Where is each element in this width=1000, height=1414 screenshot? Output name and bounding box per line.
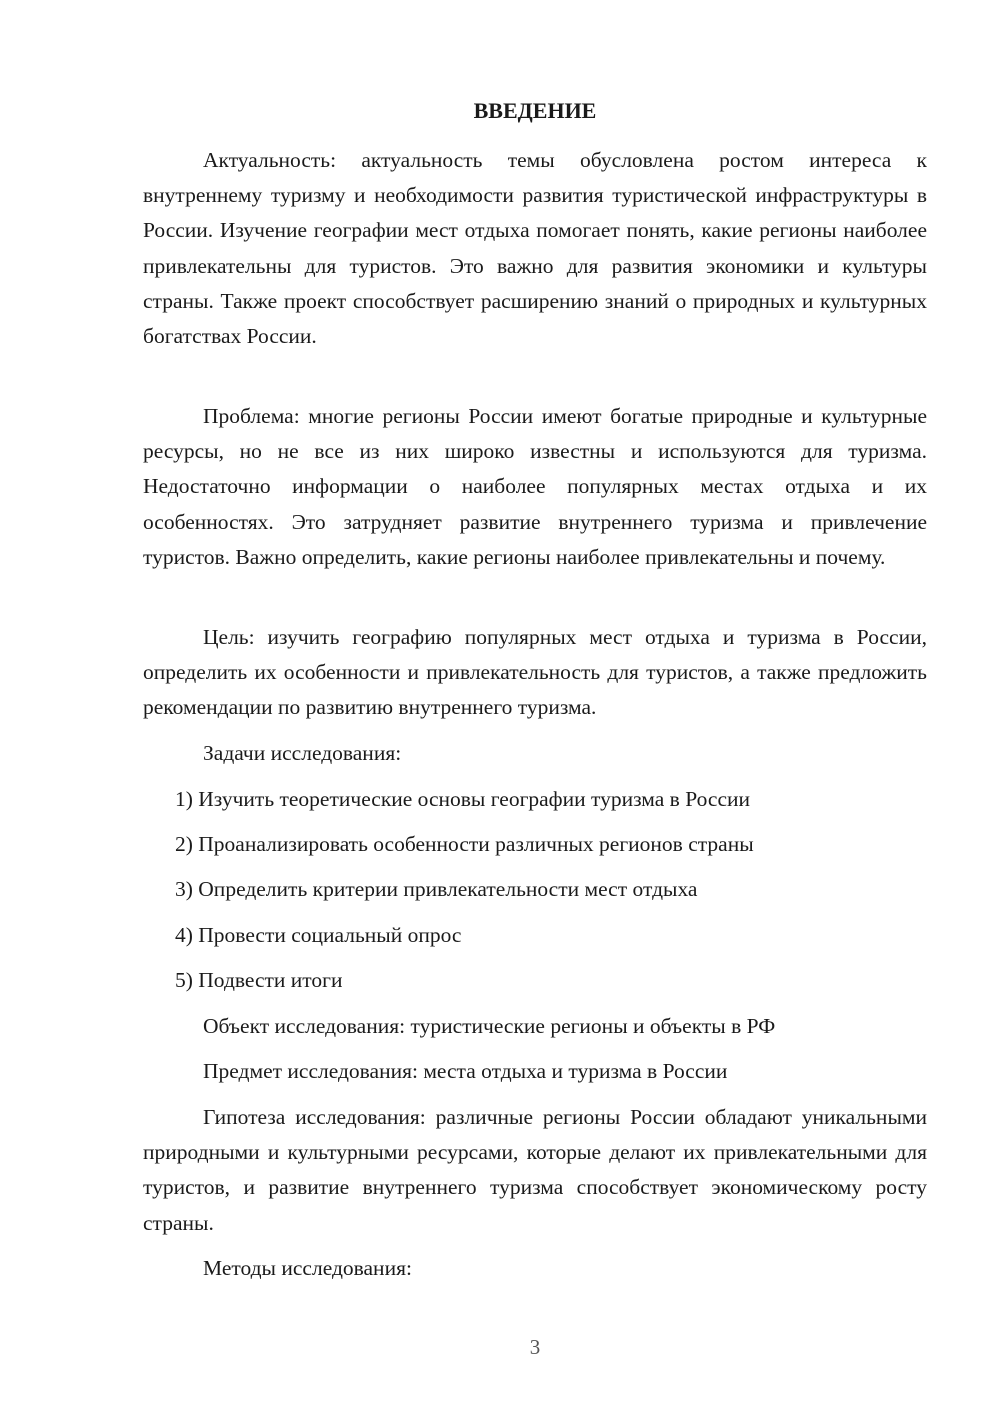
hypothesis-paragraph: Гипотеза исследования: различные регионы России обладают уникальными природными и культурными ресурсами, которые делают их привлекательными для туристов, и развитие внутреннего туризма способствует экономическому росту страны.: [143, 1105, 927, 1235]
goal-paragraph: Цель: изучить географию популярных мест отдыха и туризма в России, определить их особенности и привлекательность для туристов, а также предложить рекомендации по развитию внутреннего туризма.: [143, 625, 927, 720]
research-subject: Предмет исследования: места отдыха и туризма в России: [203, 1059, 728, 1083]
problem-paragraph: Проблема: многие регионы России имеют богатые природные и культурные ресурсы, но не все из них широко известны и используются для туризма. Недостаточно информации о наиболее популярных местах отдыха и их особенностях. Это затрудняет развитие внутреннего туризма и привлечение туристов. Важно определить, какие регионы наиболее привлекательны и почему.: [143, 404, 927, 569]
document-page: [143, 0, 927, 1414]
section-heading: ВВЕДЕНИЕ: [473, 98, 597, 123]
page-number: 3: [529, 1335, 541, 1359]
relevance-paragraph: Актуальность: актуальность темы обусловлена ростом интереса к внутреннему туризму и необходимости развития туристической инфраструктуры в России. Изучение географии мест отдыха помогает понять, какие регионы наиболее привлекательны для туристов. Это важно для развития экономики и культуры страны. Также проект способствует расширению знаний о природных и культурных богатствах России.: [143, 148, 927, 349]
task-item: 1) Изучить теоретические основы географии туризма в России: [175, 787, 751, 811]
task-item: 2) Проанализировать особенности различных регионов страны: [175, 832, 754, 856]
task-item: 4) Провести социальный опрос: [175, 923, 462, 947]
task-item: 3) Определить критерии привлекательности мест отдыха: [175, 877, 698, 901]
research-object: Объект исследования: туристические регионы и объекты в РФ: [203, 1014, 776, 1038]
tasks-heading: Задачи исследования:: [203, 741, 402, 765]
methods-heading: Методы исследования:: [203, 1256, 412, 1280]
task-item: 5) Подвести итоги: [175, 968, 343, 992]
